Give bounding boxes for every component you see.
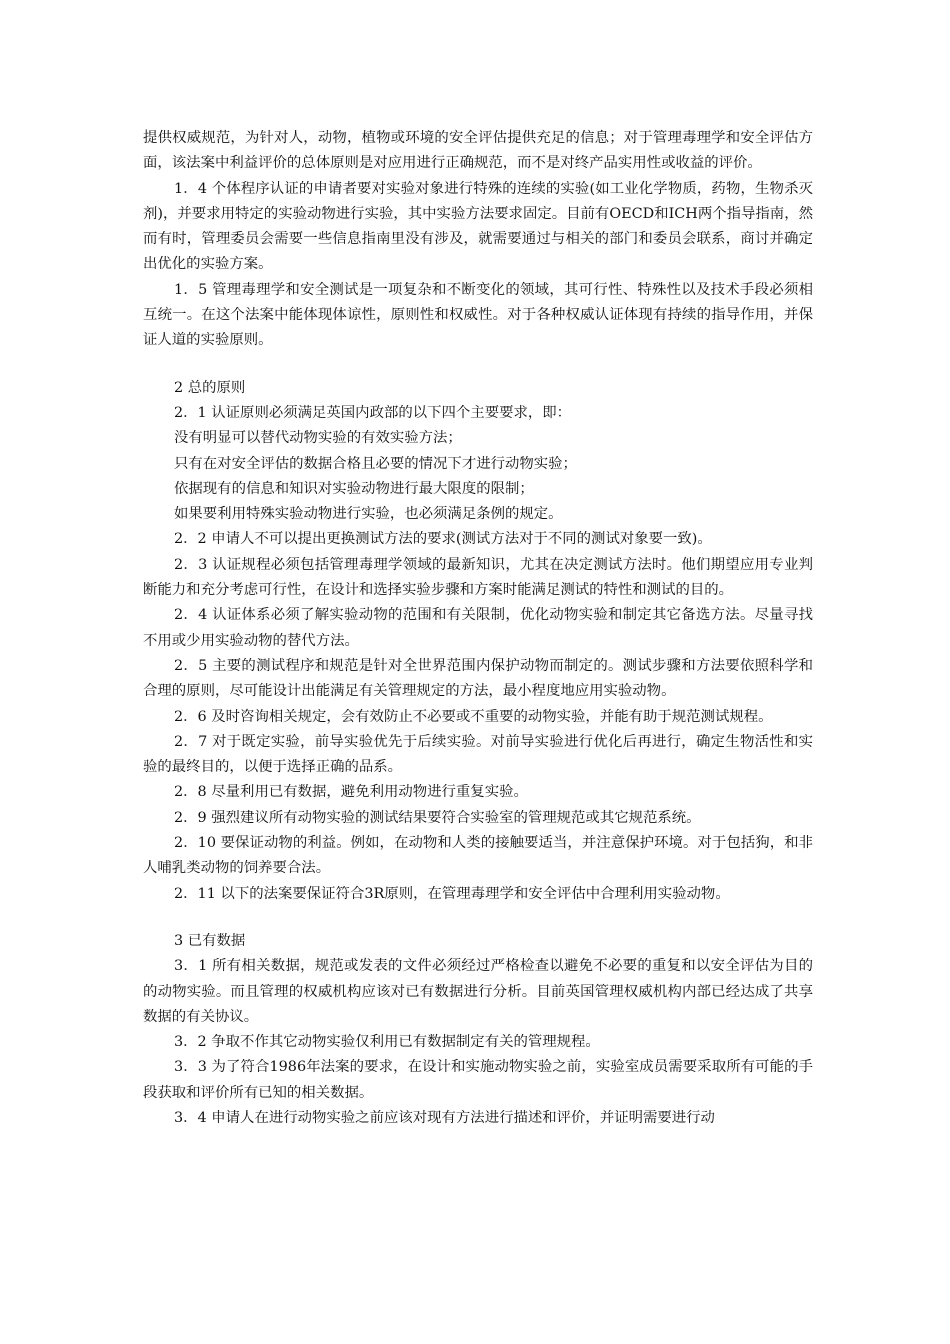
paragraph-1-4: 1．4 个体程序认证的申请者要对实验对象进行特殊的连续的实验(如工业化学物质，药物，生物杀灭剂)，并要求用特定的实验动物进行实验，其中实验方法要求固定。目前有OECD和ICH两个指导指南，然而有时，管理委员会需要一些信息指南里没有涉及，就需要通过与相关的部门和委员会联系，商讨并确定出优化的实验方案。 [143,180,813,273]
paragraph-3-4: 3．4 申请人在进行动物实验之前应该对现有方法进行描述和评价，并证明需要进行动 [174,1109,715,1126]
paragraph-2-8: 2．8 尽量利用已有数据，避免利用动物进行重复实验。 [174,784,528,801]
paragraph-1-5: 1．5 管理毒理学和安全测试是一项复杂和不断变化的领域，其可行性、特殊性以及技术手段必须相互统一。在这个法案中能体现体谅性，原则性和权威性。对于各种权威认证体现有持续的指导作用，并保证人道的实验原则。 [143,281,813,349]
section-gap [143,907,813,929]
requirement-item: 如果要利用特殊实验动物进行实验，也必须满足条例的规定。 [174,506,563,523]
paragraph-3-3: 3．3 为了符合1986年法案的要求，在设计和实施动物实验之前，实验室成员需要采取所有可能的手段获取和评价所有已知的相关数据。 [143,1059,813,1101]
paragraph-2-6: 2．6 及时咨询相关规定，会有效防止不必要或不重要的动物实验，并能有助于规范测试规程。 [174,708,773,725]
paragraph-2-4: 2．4 认证体系必须了解实验动物的范围和有关限制，优化动物实验和制定其它备选方法。尽量寻找不用或少用实验动物的替代方法。 [143,607,813,649]
section-2-heading: 2 总的原则 [174,379,246,396]
section-gap [143,354,813,376]
document-page [143,126,813,1131]
requirement-item: 只有在对安全评估的数据合格且必要的情况下才进行动物实验； [174,455,577,472]
section-3-heading: 3 已有数据 [174,932,246,949]
paragraph-2-5: 2．5 主要的测试程序和规范是针对全世界范围内保护动物而制定的。测试步骤和方法要依照科学和合理的原则，尽可能设计出能满足有关管理规定的方法，最小程度地应用实验动物。 [143,657,813,700]
paragraph-2-2: 2．2 申请人不可以提出更换测试方法的要求(测试方法对于不同的测试对象要一致)。 [174,531,712,548]
paragraph-2-1: 2．1 认证原则必须满足英国内政部的以下四个主要要求，即： [174,404,572,421]
paragraph-2-11: 2．11 以下的法案要保证符合3R原则，在管理毒理学和安全评估中合理利用实验动物。 [174,885,730,902]
paragraph-2-9: 2．9 强烈建议所有动物实验的测试结果要符合实验室的管理规范或其它规范系统。 [174,809,701,826]
intro-paragraph-continued: 提供权威规范，为针对人，动物，植物或环境的安全评估提供充足的信息；对于管理毒理学和安全评估方面，该法案中利益评价的总体原则是对应用进行正确规范，而不是对终产品实用性或收益的评价。 [143,130,813,172]
requirement-item: 依据现有的信息和知识对实验动物进行最大限度的限制； [174,480,534,497]
paragraph-3-2: 3．2 争取不作其它动物实验仅利用已有数据制定有关的管理规程。 [174,1034,600,1051]
requirement-item: 没有明显可以替代动物实验的有效实验方法； [174,430,462,447]
paragraph-2-7: 2．7 对于既定实验，前导实验优先于后续实验。对前导实验进行优化后再进行，确定生物活性和实验的最终目的，以便于选择正确的品系。 [143,733,813,776]
paragraph-2-3: 2．3 认证规程必须包括管理毒理学领域的最新知识，尤其在决定测试方法时。他们期望应用专业判断能力和充分考虑可行性，在设计和选择实验步骤和方案时能满足测试的特性和测试的目的。 [143,556,813,599]
paragraph-3-1: 3．1 所有相关数据，规范或发表的文件必须经过严格检查以避免不必要的重复和以安全评估为目的的动物实验。而且管理的权威机构应该对已有数据进行分析。目前英国管理权威机构内部已经达成了共享数据的有关协议。 [143,958,813,1025]
paragraph-2-10: 2．10 要保证动物的利益。例如，在动物和人类的接触要适当，并注意保护环境。对于包括狗，和非人哺乳类动物的饲养要合法。 [143,835,813,877]
